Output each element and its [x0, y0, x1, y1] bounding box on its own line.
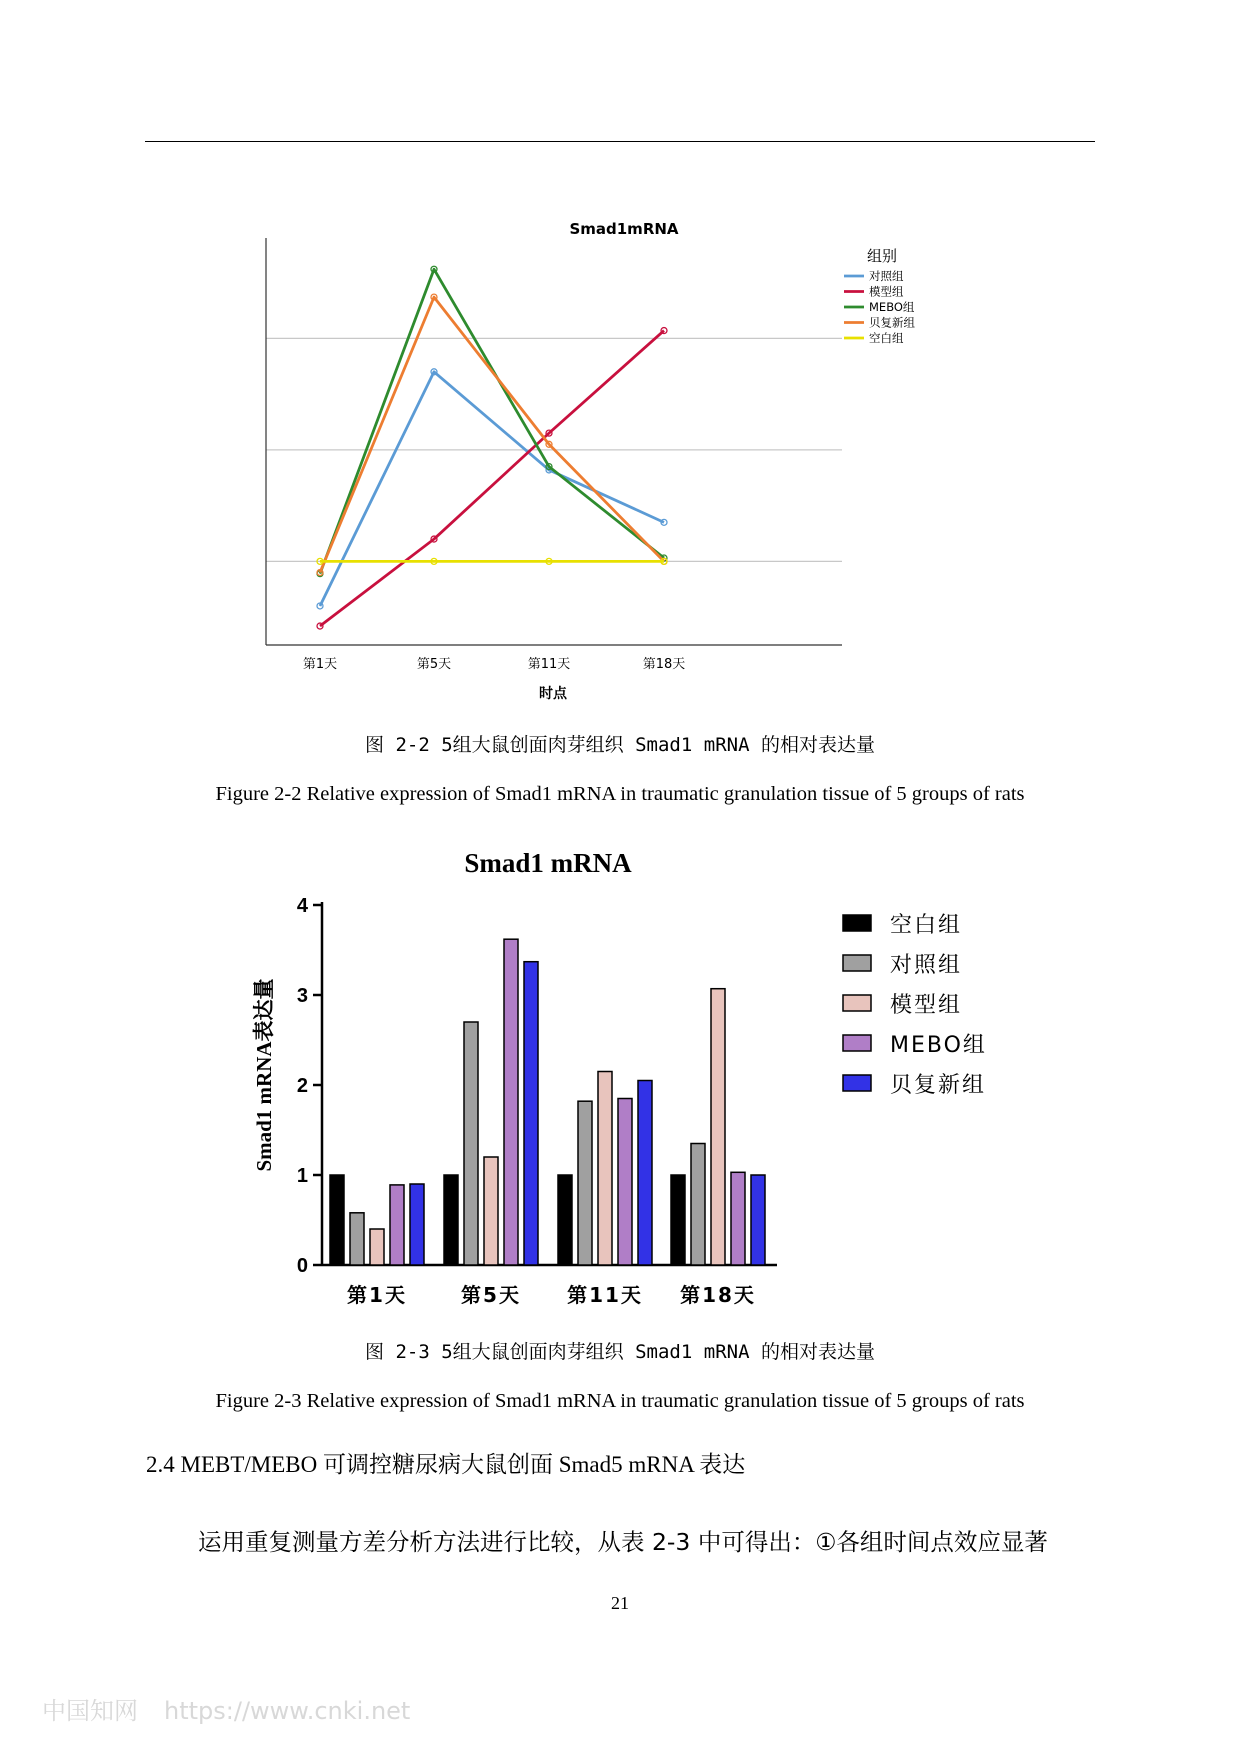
bar-chart-x-tick-label: 第5天 [461, 1283, 521, 1307]
line-series-对照组 [320, 372, 664, 606]
bar-chart-x-tick-label: 第1天 [347, 1283, 407, 1307]
bar-chart-y-label: Smad1 mRNA表达量 [252, 978, 276, 1172]
line-chart-x-tick-label: 第11天 [527, 657, 571, 672]
bar-对照组-第5天 [464, 1022, 478, 1265]
bar-模型组-第5天 [484, 1157, 498, 1265]
bar-MEBO组-第11天 [618, 1099, 632, 1266]
line-series-模型组 [320, 331, 664, 626]
line-chart-title: Smad1mRNA [569, 220, 679, 238]
bar-legend-swatch [843, 915, 871, 931]
bar-模型组-第1天 [370, 1229, 384, 1265]
bar-贝复新组-第1天 [410, 1184, 424, 1265]
bar-chart-y-tick-label: 0 [296, 1255, 308, 1277]
bar-legend-swatch [843, 995, 871, 1011]
bar-chart-y-tick-label: 3 [296, 985, 308, 1007]
figure-2-2-caption-zh: 图 2-2 5组大鼠创面肉芽组织 Smad1 mRNA 的相对表达量 [365, 734, 875, 756]
bar-贝复新组-第11天 [638, 1081, 652, 1266]
bar-chart-smad1 [245, 832, 1025, 1322]
bar-chart-x-tick-label: 第11天 [567, 1283, 643, 1307]
line-legend-label: 空白组 [869, 331, 904, 345]
bar-legend-label: 空白组 [890, 913, 963, 938]
figure-2-3-caption-zh: 图 2-3 5组大鼠创面肉芽组织 Smad1 mRNA 的相对表达量 [365, 1341, 875, 1363]
bar-对照组-第11天 [578, 1101, 592, 1265]
line-chart-x-tick-label: 第1天 [302, 657, 338, 672]
bar-贝复新组-第18天 [751, 1175, 765, 1265]
page-number: 21 [611, 1593, 629, 1613]
bar-空白组-第18天 [671, 1175, 685, 1265]
bar-chart-y-tick-label: 4 [296, 895, 308, 917]
bar-legend-label: 模型组 [890, 993, 963, 1018]
figure-2-3-caption-en: Figure 2-3 Relative expression of Smad1 mRNA in traumatic granulation tissue of 5 groups of rats [215, 1390, 1025, 1412]
line-chart-x-tick-label: 第18天 [642, 657, 686, 672]
line-chart-legend-title: 组别 [867, 247, 898, 265]
line-chart-x-tick-label: 第5天 [416, 657, 452, 672]
figure-2-2-caption-en: Figure 2-2 Relative expression of Smad1 mRNA in traumatic granulation tissue of 5 groups of rats [215, 783, 1025, 805]
bar-MEBO组-第18天 [731, 1172, 745, 1265]
section-heading-2-4: 2.4 MEBT/MEBO 可调控糖尿病大鼠创面 Smad5 mRNA 表达 [146, 1452, 746, 1477]
bar-legend-label: MEBO组 [890, 1033, 987, 1058]
bar-MEBO组-第5天 [504, 939, 518, 1265]
line-legend-label: 模型组 [869, 284, 904, 299]
header-rule [145, 141, 1095, 142]
line-chart-x-label: 时点 [539, 686, 567, 702]
bar-空白组-第11天 [558, 1175, 572, 1265]
line-legend-label: MEBO组 [869, 300, 915, 314]
bar-legend-swatch [843, 1075, 871, 1091]
bar-对照组-第18天 [691, 1144, 705, 1266]
bar-模型组-第18天 [711, 989, 725, 1265]
bar-chart-title: Smad1 mRNA [464, 848, 632, 878]
body-paragraph: 运用重复测量方差分析方法进行比较，从表 2-3 中可得出：①各组时间点效应显著 [198, 1528, 1048, 1556]
bar-模型组-第11天 [598, 1072, 612, 1266]
bar-MEBO组-第1天 [390, 1185, 404, 1265]
bar-legend-swatch [843, 955, 871, 971]
bar-legend-label: 贝复新组 [890, 1073, 987, 1098]
bar-chart-y-tick-label: 1 [296, 1165, 308, 1187]
bar-legend-label: 对照组 [890, 953, 963, 978]
bar-chart-y-tick-label: 2 [296, 1075, 308, 1097]
bar-对照组-第1天 [350, 1213, 364, 1265]
bar-chart-x-tick-label: 第18天 [680, 1283, 756, 1307]
bar-空白组-第5天 [444, 1175, 458, 1265]
line-legend-label: 对照组 [869, 269, 904, 283]
bar-空白组-第1天 [330, 1175, 344, 1265]
line-legend-label: 贝复新组 [869, 315, 915, 330]
watermark-brand: 中国知网 [42, 1697, 138, 1725]
cnki-watermark [42, 1691, 410, 1726]
bar-legend-swatch [843, 1035, 871, 1051]
watermark-url: https://www.cnki.net [164, 1697, 411, 1725]
line-chart-smad1 [240, 205, 1020, 715]
bar-贝复新组-第5天 [524, 962, 538, 1265]
